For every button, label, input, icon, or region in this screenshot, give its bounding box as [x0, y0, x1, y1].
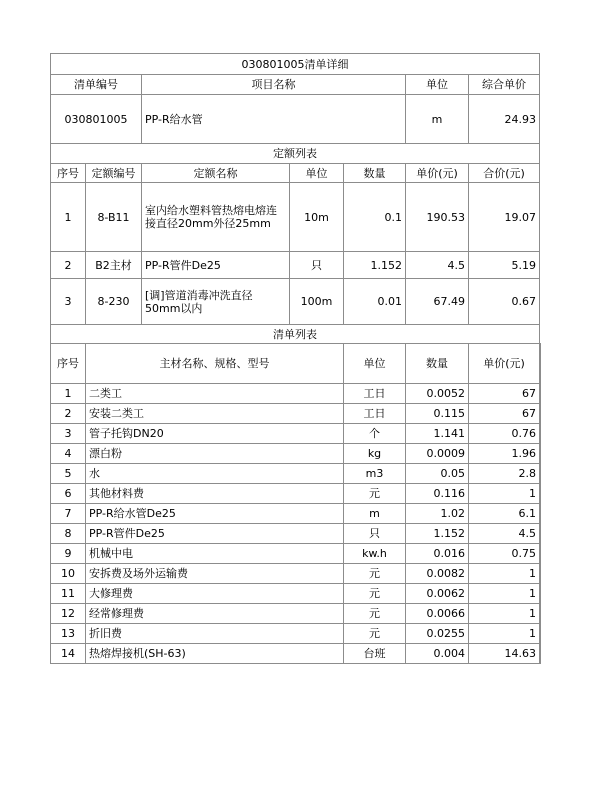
material-unit: 工日 [344, 384, 406, 404]
quota-col-no: 序号 [51, 164, 86, 183]
material-qty: 0.0009 [406, 444, 469, 464]
material-row [51, 644, 541, 664]
material-unit: 工日 [344, 404, 406, 424]
material-name: 安拆费及场外运输费 [86, 564, 344, 584]
material-unit: m [344, 504, 406, 524]
material-qty: 0.0082 [406, 564, 469, 584]
material-row [51, 384, 541, 404]
material-row [51, 564, 541, 584]
material-total [540, 544, 541, 564]
quota-qty: 0.1 [344, 183, 406, 252]
material-price: 1 [469, 604, 540, 624]
quota-row [51, 183, 541, 252]
material-price: 4.5 [469, 524, 540, 544]
material-name: 水 [86, 464, 344, 484]
quota-col-name: 定额名称 [142, 164, 290, 183]
quota-name: PP-R管件De25 [142, 252, 290, 279]
material-qty: 0.004 [406, 644, 469, 664]
material-row [51, 424, 541, 444]
quota-col-qty: 数量 [344, 164, 406, 183]
material-no: 5 [51, 464, 86, 484]
material-total [540, 584, 541, 604]
material-unit: 元 [344, 604, 406, 624]
material-name: PP-R管件De25 [86, 524, 344, 544]
quota-no: 1 [51, 183, 86, 252]
material-row [51, 504, 541, 524]
material-qty: 1.02 [406, 504, 469, 524]
quota-total: 5.19 [469, 252, 540, 279]
material-price: 1.96 [469, 444, 540, 464]
item-unit: m [406, 95, 469, 144]
material-no: 9 [51, 544, 86, 564]
item-name: PP-R给水管 [142, 95, 406, 144]
quota-col-code: 定额编号 [86, 164, 142, 183]
material-no: 8 [51, 524, 86, 544]
material-total [540, 484, 541, 504]
material-name: PP-R给水管De25 [86, 504, 344, 524]
material-qty: 0.05 [406, 464, 469, 484]
material-name: 经常修理费 [86, 604, 344, 624]
table-title: 030801005清单详细 [51, 54, 540, 75]
material-total [540, 464, 541, 484]
material-total [540, 644, 541, 664]
item-unit-price: 24.93 [469, 95, 540, 144]
materials-col-unit: 单位 [344, 344, 406, 384]
material-row [51, 544, 541, 564]
material-name: 安装二类工 [86, 404, 344, 424]
material-qty: 1.152 [406, 524, 469, 544]
material-no: 12 [51, 604, 86, 624]
material-total [540, 424, 541, 444]
material-unit: kg [344, 444, 406, 464]
material-price: 1 [469, 484, 540, 504]
material-unit: 元 [344, 484, 406, 504]
material-row [51, 604, 541, 624]
material-total [540, 564, 541, 584]
material-qty: 0.0052 [406, 384, 469, 404]
quota-total: 0.67 [469, 279, 540, 325]
material-total [540, 404, 541, 424]
material-unit: 元 [344, 624, 406, 644]
bill-code: 030801005 [51, 95, 142, 144]
materials-col-name: 主材名称、规格、型号 [86, 344, 344, 384]
material-total [540, 604, 541, 624]
col-item-name: 项目名称 [142, 75, 406, 95]
material-no: 6 [51, 484, 86, 504]
col-unit-price: 综合单价 [469, 75, 540, 95]
quota-col-price: 单价(元) [406, 164, 469, 183]
material-price: 0.76 [469, 424, 540, 444]
material-unit: 只 [344, 524, 406, 544]
material-total [540, 524, 541, 544]
material-no: 14 [51, 644, 86, 664]
material-name: 漂白粉 [86, 444, 344, 464]
material-price: 14.63 [469, 644, 540, 664]
material-total [540, 624, 541, 644]
material-row [51, 404, 541, 424]
material-no: 11 [51, 584, 86, 604]
materials-col-qty: 数量 [406, 344, 469, 384]
col-unit: 单位 [406, 75, 469, 95]
quota-qty: 0.01 [344, 279, 406, 325]
material-qty: 0.0255 [406, 624, 469, 644]
material-no: 13 [51, 624, 86, 644]
materials-col-total [540, 344, 541, 384]
quota-code: 8-230 [86, 279, 142, 325]
material-qty: 0.0062 [406, 584, 469, 604]
material-total [540, 504, 541, 524]
material-unit: m3 [344, 464, 406, 484]
material-price: 2.8 [469, 464, 540, 484]
material-price: 67 [469, 404, 540, 424]
material-price: 6.1 [469, 504, 540, 524]
quota-no: 3 [51, 279, 86, 325]
material-unit: 元 [344, 584, 406, 604]
quota-unit: 100m [290, 279, 344, 325]
material-qty: 0.016 [406, 544, 469, 564]
quota-name: [调]管道消毒冲洗直径50mm以内 [142, 279, 290, 325]
material-name: 热熔焊接机(SH-63) [86, 644, 344, 664]
material-no: 2 [51, 404, 86, 424]
quota-no: 2 [51, 252, 86, 279]
material-qty: 0.0066 [406, 604, 469, 624]
quota-row [51, 252, 541, 279]
material-total [540, 384, 541, 404]
material-price: 0.75 [469, 544, 540, 564]
material-unit: 台班 [344, 644, 406, 664]
quota-code: B2主材 [86, 252, 142, 279]
materials-section-title: 清单列表 [51, 325, 540, 344]
col-bill-code: 清单编号 [51, 75, 142, 95]
quota-row [51, 279, 541, 325]
material-row [51, 584, 541, 604]
materials-col-price: 单价(元) [469, 344, 540, 384]
material-price: 67 [469, 384, 540, 404]
material-row [51, 464, 541, 484]
quota-code: 8-B11 [86, 183, 142, 252]
material-price: 1 [469, 584, 540, 604]
material-unit: kw.h [344, 544, 406, 564]
material-unit: 个 [344, 424, 406, 444]
material-price: 1 [469, 624, 540, 644]
material-qty: 0.116 [406, 484, 469, 504]
material-no: 3 [51, 424, 86, 444]
material-row [51, 624, 541, 644]
material-no: 10 [51, 564, 86, 584]
quota-unit: 只 [290, 252, 344, 279]
quota-total: 19.07 [469, 183, 540, 252]
quota-name: 室内给水塑料管热熔电熔连接直径20mm外径25mm [142, 183, 290, 252]
material-name: 其他材料费 [86, 484, 344, 504]
bill-detail-table [50, 53, 541, 664]
material-row [51, 444, 541, 464]
quota-qty: 1.152 [344, 252, 406, 279]
material-no: 4 [51, 444, 86, 464]
material-qty: 1.141 [406, 424, 469, 444]
quota-col-total: 合价(元) [469, 164, 540, 183]
quota-col-unit: 单位 [290, 164, 344, 183]
quota-unit: 10m [290, 183, 344, 252]
material-name: 折旧费 [86, 624, 344, 644]
material-total [540, 444, 541, 464]
material-no: 1 [51, 384, 86, 404]
quota-section-title: 定额列表 [51, 144, 540, 164]
quota-price: 4.5 [406, 252, 469, 279]
material-name: 大修理费 [86, 584, 344, 604]
material-name: 机械中电 [86, 544, 344, 564]
materials-col-no: 序号 [51, 344, 86, 384]
material-row [51, 524, 541, 544]
quota-price: 190.53 [406, 183, 469, 252]
material-qty: 0.115 [406, 404, 469, 424]
material-unit: 元 [344, 564, 406, 584]
material-price: 1 [469, 564, 540, 584]
material-name: 管子托钩DN20 [86, 424, 344, 444]
material-name: 二类工 [86, 384, 344, 404]
material-no: 7 [51, 504, 86, 524]
material-row [51, 484, 541, 504]
quota-price: 67.49 [406, 279, 469, 325]
